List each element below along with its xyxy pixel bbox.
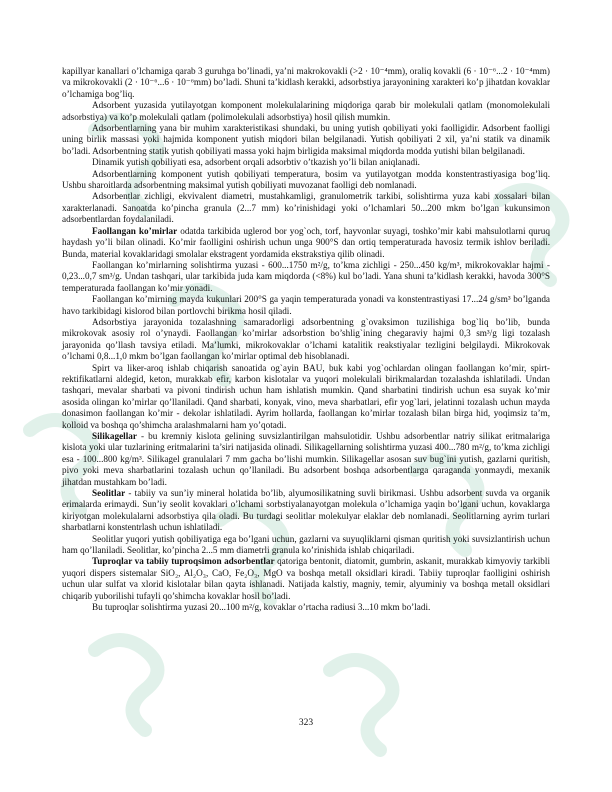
paragraph-text: qatoriga bentonit, diatomit, gumbrin, askanit, murakkab kimyoviy tarkibli yuqori dispers sistemalar SiO₂, Al₂O₃, CaO, Fe₂O₃, MgO va boshqa metall oksidlari kiradi. Tabiiy tuproqlar faolligini oshirish uchun ular sulfat va xlorid kislotalar bilan qayta ishlanadi. Natijada kalstiy, magniy, temir, alyuminiy va boshqa metall oksidlari chiqarib yuborilishi tufayli qo’shimcha kovaklar hosil bo’ladi.: [62, 556, 550, 601]
paragraph-p14: [62, 556, 550, 602]
paragraph-p4: [62, 169, 550, 192]
paragraph-heading-term: Faollangan ko’mirlar: [92, 225, 178, 236]
paragraph-text: Adsorbstiya jarayonida tozalashning samaradorligi adsorbentning g`ovaksimon tuzilishiga bog`liq bo’lib, bunda mikrokovak asosiy rol o’ynaydi. Faollangan ko’mirlar adsorbstion bo’shlig`ining chegaraviy hajmi 0,3 sm³/g ligi tozalash jarayonida qo’llash tavsiya etiladi. Ma’lumki, mikrokovaklar o’lchami katalitik reakstiyalar tezligini belgilaydi. Mikrokovak o’lchami 0,8...1,0 mkm bo’lgan faollangan ko’mirlar optimal deb hisoblanadi.: [62, 316, 550, 362]
paragraph-p15: [62, 602, 550, 613]
paragraph-p9: [62, 317, 550, 363]
paragraph-text: kapillyar kanallari o’lchamiga qarab 3 guruhga bo’linadi, ya’ni makrokovakli (>2 · 10⁻⁴mm), oraliq kovakli (6 · 10⁻⁶...2 · 10⁻⁴mm) va mikrokovakli (2 · 10⁻⁶...6 · 10⁻⁶mm) bo’ladi. Shuni ta’kidlash kerakki, adsorbstiya jarayonining xarakteri ko’p jihatdan kovaklar o’lchamiga bog’liq.: [62, 66, 550, 99]
paragraph-text: Adsorbentlar zichligi, ekvivalent diametri, mustahkamligi, granulometrik tarkibi, solishtirma yuza kabi xossalari bilan xarakterlanadi. Sanoatda ko’pincha granula (2...7 mm) ko’rinishidagi yoki o’lchamlari 50...200 mkm bo’lgan kukunsimon adsorbentlardan foydalaniladi.: [62, 191, 550, 225]
paragraph-p5: [62, 191, 550, 225]
page-number: 323: [298, 718, 314, 728]
document-body: [62, 66, 550, 614]
paragraph-p11: [62, 431, 550, 488]
paragraph-heading-term: Seolitlar: [92, 488, 126, 499]
paragraph-p6: [62, 226, 550, 260]
paragraph-p10: [62, 363, 550, 431]
paragraph-text: Seolitlar yuqori yutish qobiliyatiga ega bo’lgani uchun, gazlarni va suyuqliklarni qisman quritish yoki suvsizlantirish uchun ham qo’llaniladi. Seolitlar, ko’pincha 2...5 mm diametrli granula ko’rinishida ishlab chiqariladi.: [62, 533, 550, 556]
paragraph-text: Dinamik yutish qobiliyati esa, adsorbent orqali adsorbtiv o’tkazish yo’li bilan aniqlanadi.: [92, 157, 420, 168]
paragraph-text: Adsorbentlarning yana bir muhim xarakteristikasi shundaki, bu uning yutish qobiliyati yoki faolligidir. Adsorbent faolligi uning birlik massasi yoki hajmida komponent yutish miqdori bilan belgilanadi. Yutish qobiliyati 2 xil, ya’ni statik va dinamik bo’ladi. Adsorbentning statik yutish qobiliyati massa yoki hajm birligida maksimal miqdorda modda yutishi bilan belgilanadi.: [62, 123, 550, 156]
paragraph-text: - tabiiy va sun’iy mineral holatida bo’lib, alyumosilikatning suvli birikmasi. Ushbu adsorbent suvda va organik erimalarda erimaydi. Sun’iy seolit kovaklari o’lchami sorbstiyalanayotgan molekula o’lchamiga yaqin bo’lgani uchun, kovaklarga kiriyotgan molekulalarni adsorbstiya qila oladi. Bu turdagi seolitlar molekulyar elaklar deb nomlanadi. Seolitlarning ayrim turlari sharbatlarni konstentrlash uchun ishlatiladi.: [62, 488, 550, 533]
paragraph-p8: [62, 294, 550, 317]
paragraph-p13: [62, 534, 550, 557]
paragraph-p2: [62, 123, 550, 157]
paragraph-p7: [62, 260, 550, 294]
paragraph-p0: [62, 66, 550, 100]
paragraph-text: - bu kremniy kislota gelining suvsizlantirilgan mahsulotidir. Ushbu adsorbentlar natriy silikat eritmalariga kislota yoki ular tuzlarining eritmalarini ta’siri natijasida olinadi. Silikagellarning solishtirma yuzasi 400...780 m²/g, to’kma zichligi esa - 100...800 kg/m³. Silikagel granulalari 7 mm gacha bo’lishi mumkin. Silikagellar asosan suv bug`ini yutish, gazlarni quritish, pivo yoki meva sharbatlarini tozalash uchun qo’llaniladi. Bu adsorbent boshqa adsorbentlarga qaraganda yonmaydi, mexanik jihatdan mustahkam bo’ladi.: [62, 431, 550, 487]
paragraph-text: Adsorbent yuzasida yutilayotgan komponent molekulalarining miqdoriga qarab bir molekulali qatlam (monomolekulali adsorbstiya) va ko’p molekulali qatlam (polimolekulali adsorbstiya) hosil qilish mumkin.: [62, 100, 550, 122]
paragraph-p12: [62, 488, 550, 534]
paragraph-text: Faollangan ko’mirning mayda kukunlari 200°S ga yaqin temperaturada yonadi va konstentrastiyasi 17...24 g/sm³ bo’lganda havo tarkibidagi kislorod bilan portlovchi birikma hosil qiladi.: [62, 294, 550, 316]
paragraph-p3: [62, 157, 550, 168]
paragraph-text: odatda tarkibida uglerod bor yog`och, torf, hayvonlar suyagi, toshko’mir kabi mahsulotlarni quruq haydash yo’li bilan olinadi. Ko’mir faolligini oshirish uchun unga 900°S dan ortiq temperaturada havosiz termik ishlov beriladi. Bunda, material kovaklaridagi smolalar ekstragent yordamida ekstrakstiya qilib olinadi.: [62, 225, 550, 259]
paragraph-text: Adsorbentlarning komponent yutish qobiliyati temperatura, bosim va yutilayotgan modda konstentrastiyasiga bog’liq. Ushbu sharoitlarda adsorbentning maksimal yutish qobiliyati muvozanat faolligi deb nomlanadi.: [62, 168, 550, 191]
paragraph-text: Spirt va liker-aroq ishlab chiqarish sanoatida og`ayin BAU, buk kabi yog`ochlardan olingan faollangan ko’mir, spirt-rektifikatlarni aldegid, keton, murakkab efir, karbon kislotalar va yuqori molekulali birikmalardan tozalashda ishlatiladi. Undan tashqari, mevalar sharbati va pivoni tindirish uchun ham ishlatish mumkin. Qand sharbatini tindirish uchun esa suyak ko’mir asosida olingan ko’mirlar qo’llaniladi. Qand sharbati, konyak, vino, meva sharbatlari, efir yog`lari, jelatinni tozalash uchun mayda donasimon faollangan ko’mir - dekolar ishlatiladi. Ayrim hollarda, faollangan ko’mirlar tozalash bilan birga hid, yoqimsiz ta’m, kolloid va boshqa qo’shimcha aralashmalarni ham yo’qotadi.: [62, 362, 550, 430]
paragraph-text: Bu tuproqlar solishtirma yuzasi 20...100 m²/g, kovaklar o’rtacha radiusi 3...10 mkm bo’ladi.: [92, 602, 431, 613]
paragraph-text: Faollangan ko’mirlarning solishtirma yuzasi - 600...1750 m²/g, to’kma zichligi - 250...450 kg/m³, mikrokovaklar hajmi - 0,23...0,7 sm³/g. Undan tashqari, ular tarkibida juda kam miqdorda (<8%) kul bo’ladi. Yana shuni ta’kidlash kerakki, havoda 300°S temperaturada faollangan ko’mir yonadi.: [62, 259, 550, 293]
paragraph-p1: [62, 100, 550, 123]
paragraph-heading-term: Tuproqlar va tabiiy tuproqsimon adsorbentlar: [92, 556, 275, 567]
paragraph-heading-term: Silikagellar: [92, 431, 137, 441]
